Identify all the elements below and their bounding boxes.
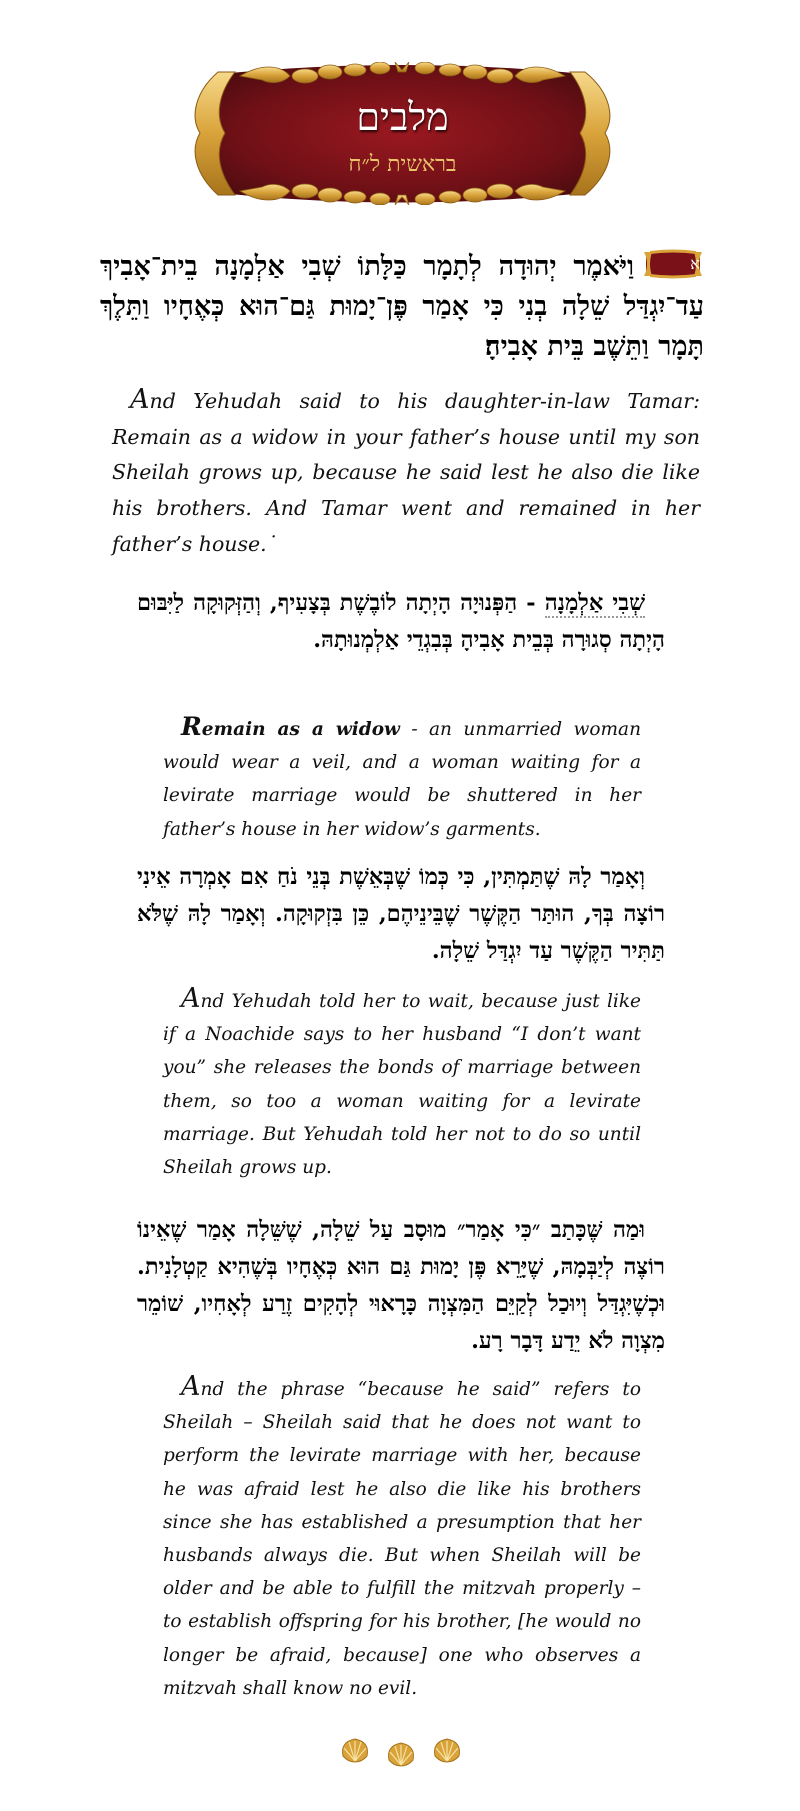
shell-icon — [432, 1736, 462, 1764]
title-banner — [190, 62, 615, 205]
commentary-text: וְאָמַר לָהּ שֶׁתַּמְתִּין, כִּי כְּמוֹ שֶׁבְּאֵשֶׁת בְּנֵי נֹחַ אִם אָמְרָה אֵינִי רוֹצָה בְּךָ, הוּתַּר הַקֶּשֶׁר שֶׁבֵּינֵיהֶם, כֵּן בִּזְקוּקָה. וְאָמַר לָהּ שֶׁלֹּא תַּתִּיר הַקֶּשֶׁר עַד יִגְדַּל שֵׁלָה. — [137, 864, 665, 964]
commentary-hebrew-3 — [137, 1212, 665, 1360]
commentary-translation: nd the phrase “because he said” refers to Sheilah – Sheilah said that he does not want to perform the levirate marriage with her, because he was afraid lest he also die like his brothers since she has established a presumption that her husbands always die. But when Sheilah will be older and be able to fulfill the mitzvah properly – to establish offspring for his brother, [he would no longer be afraid, because] one who observes a mitzvah shall know no evil. — [163, 1379, 641, 1699]
commentary-english-1 — [163, 710, 641, 846]
page-title: מלבים — [356, 95, 449, 139]
commentary-translation: nd Yehudah told her to wait, because just like if a Noachide says to her husband “I don’t want you” she releases the bonds of marriage between them, so too a woman waiting for a levirate marriage. But Yehudah told her not to do so until Sheilah grows up. — [163, 991, 641, 1179]
verse-number-badge — [642, 249, 704, 279]
commentary-english-3 — [163, 1370, 641, 1705]
commentary-text: - הַפְּנוּיָה הָיְתָה לוֹבֶשֶׁת בְּצָעִיף, וְהַזְּקוּקָה לַיִּבּוּם הָיְתָה סְגוּרָה בְּבֵית אָבִיהָ בְּבִגְדֵי אַלְמְנוּתָהּ. — [137, 590, 665, 653]
footer-ornament — [340, 1736, 462, 1770]
verse-text: וַיֹּאמֶר יְהוּדָה לְתָמָר כַּלָּתוֹ שְׁבִי אַלְמָנָה בֵית־אָבִיךְ עַד־יִגְדַּל שֵׁלָה בְנִי כִּי אָמַר פֶּן־יָמוּת גַּם־הוּא כְּאֶחָיו וַתֵּלֶךְ תָּמָר וַתֵּשֶׁב בֵּית אָבִיהָ׃ — [100, 251, 704, 362]
commentary-headword: שְׁבִי אַלְמָנָה — [544, 590, 646, 616]
drop-cap: A — [181, 983, 201, 1014]
shell-icon — [386, 1740, 416, 1768]
commentary-hebrew-1 — [137, 585, 665, 659]
commentary-english-2 — [163, 982, 641, 1184]
translation-text: nd Yehudah said to his daughter-in-law Tamar: Remain as a widow in your father’s house until my son Sheilah grows up, because he said lest he also die like his brothers. And Tamar went and remained in her father’s house.˙ — [112, 389, 700, 556]
commentary-hebrew-2 — [137, 859, 665, 970]
verse-hebrew — [100, 247, 704, 367]
drop-cap: R — [181, 712, 202, 741]
chapter-reference: בראשית ל״ח — [348, 152, 457, 177]
commentary-headword-english: emain as a widow — [201, 719, 400, 740]
verse-translation — [112, 382, 700, 563]
commentary-text: וּמַה שֶּׁכָּתַב ״כִּי אָמַר״ מוּסָב עַל שֵׁלָה, שֶׁשֵּׁלָה אָמַר שֶׁאֵינוֹ רוֹצֶה לְיַבְּמָהּ, שֶׁיָּרֵא פֶּן יָמוּת גַּם הוּא כְּאֶחָיו בְּשֶׁהִיא קַטְלָנִית. וּכְשֶׁיִּגְדַּל וְיוּכַל לְקַיֵּם הַמִּצְוָה כָּרָאוּי לְהָקִים זֶרַע לְאָחִיו, שׁוֹמֵר מִצְוָה לֹא יֵדַע דָּבָר רָע. — [137, 1217, 665, 1354]
commentary-translation: - an unmarried woman would wear a veil, and a woman waiting for a levirate marriage would be shuttered in her father’s house in her widow’s garments. — [163, 719, 641, 840]
verse-number: יא — [690, 254, 704, 273]
drop-cap: A — [130, 384, 150, 415]
drop-cap: A — [181, 1371, 201, 1402]
shell-icon — [340, 1736, 370, 1764]
